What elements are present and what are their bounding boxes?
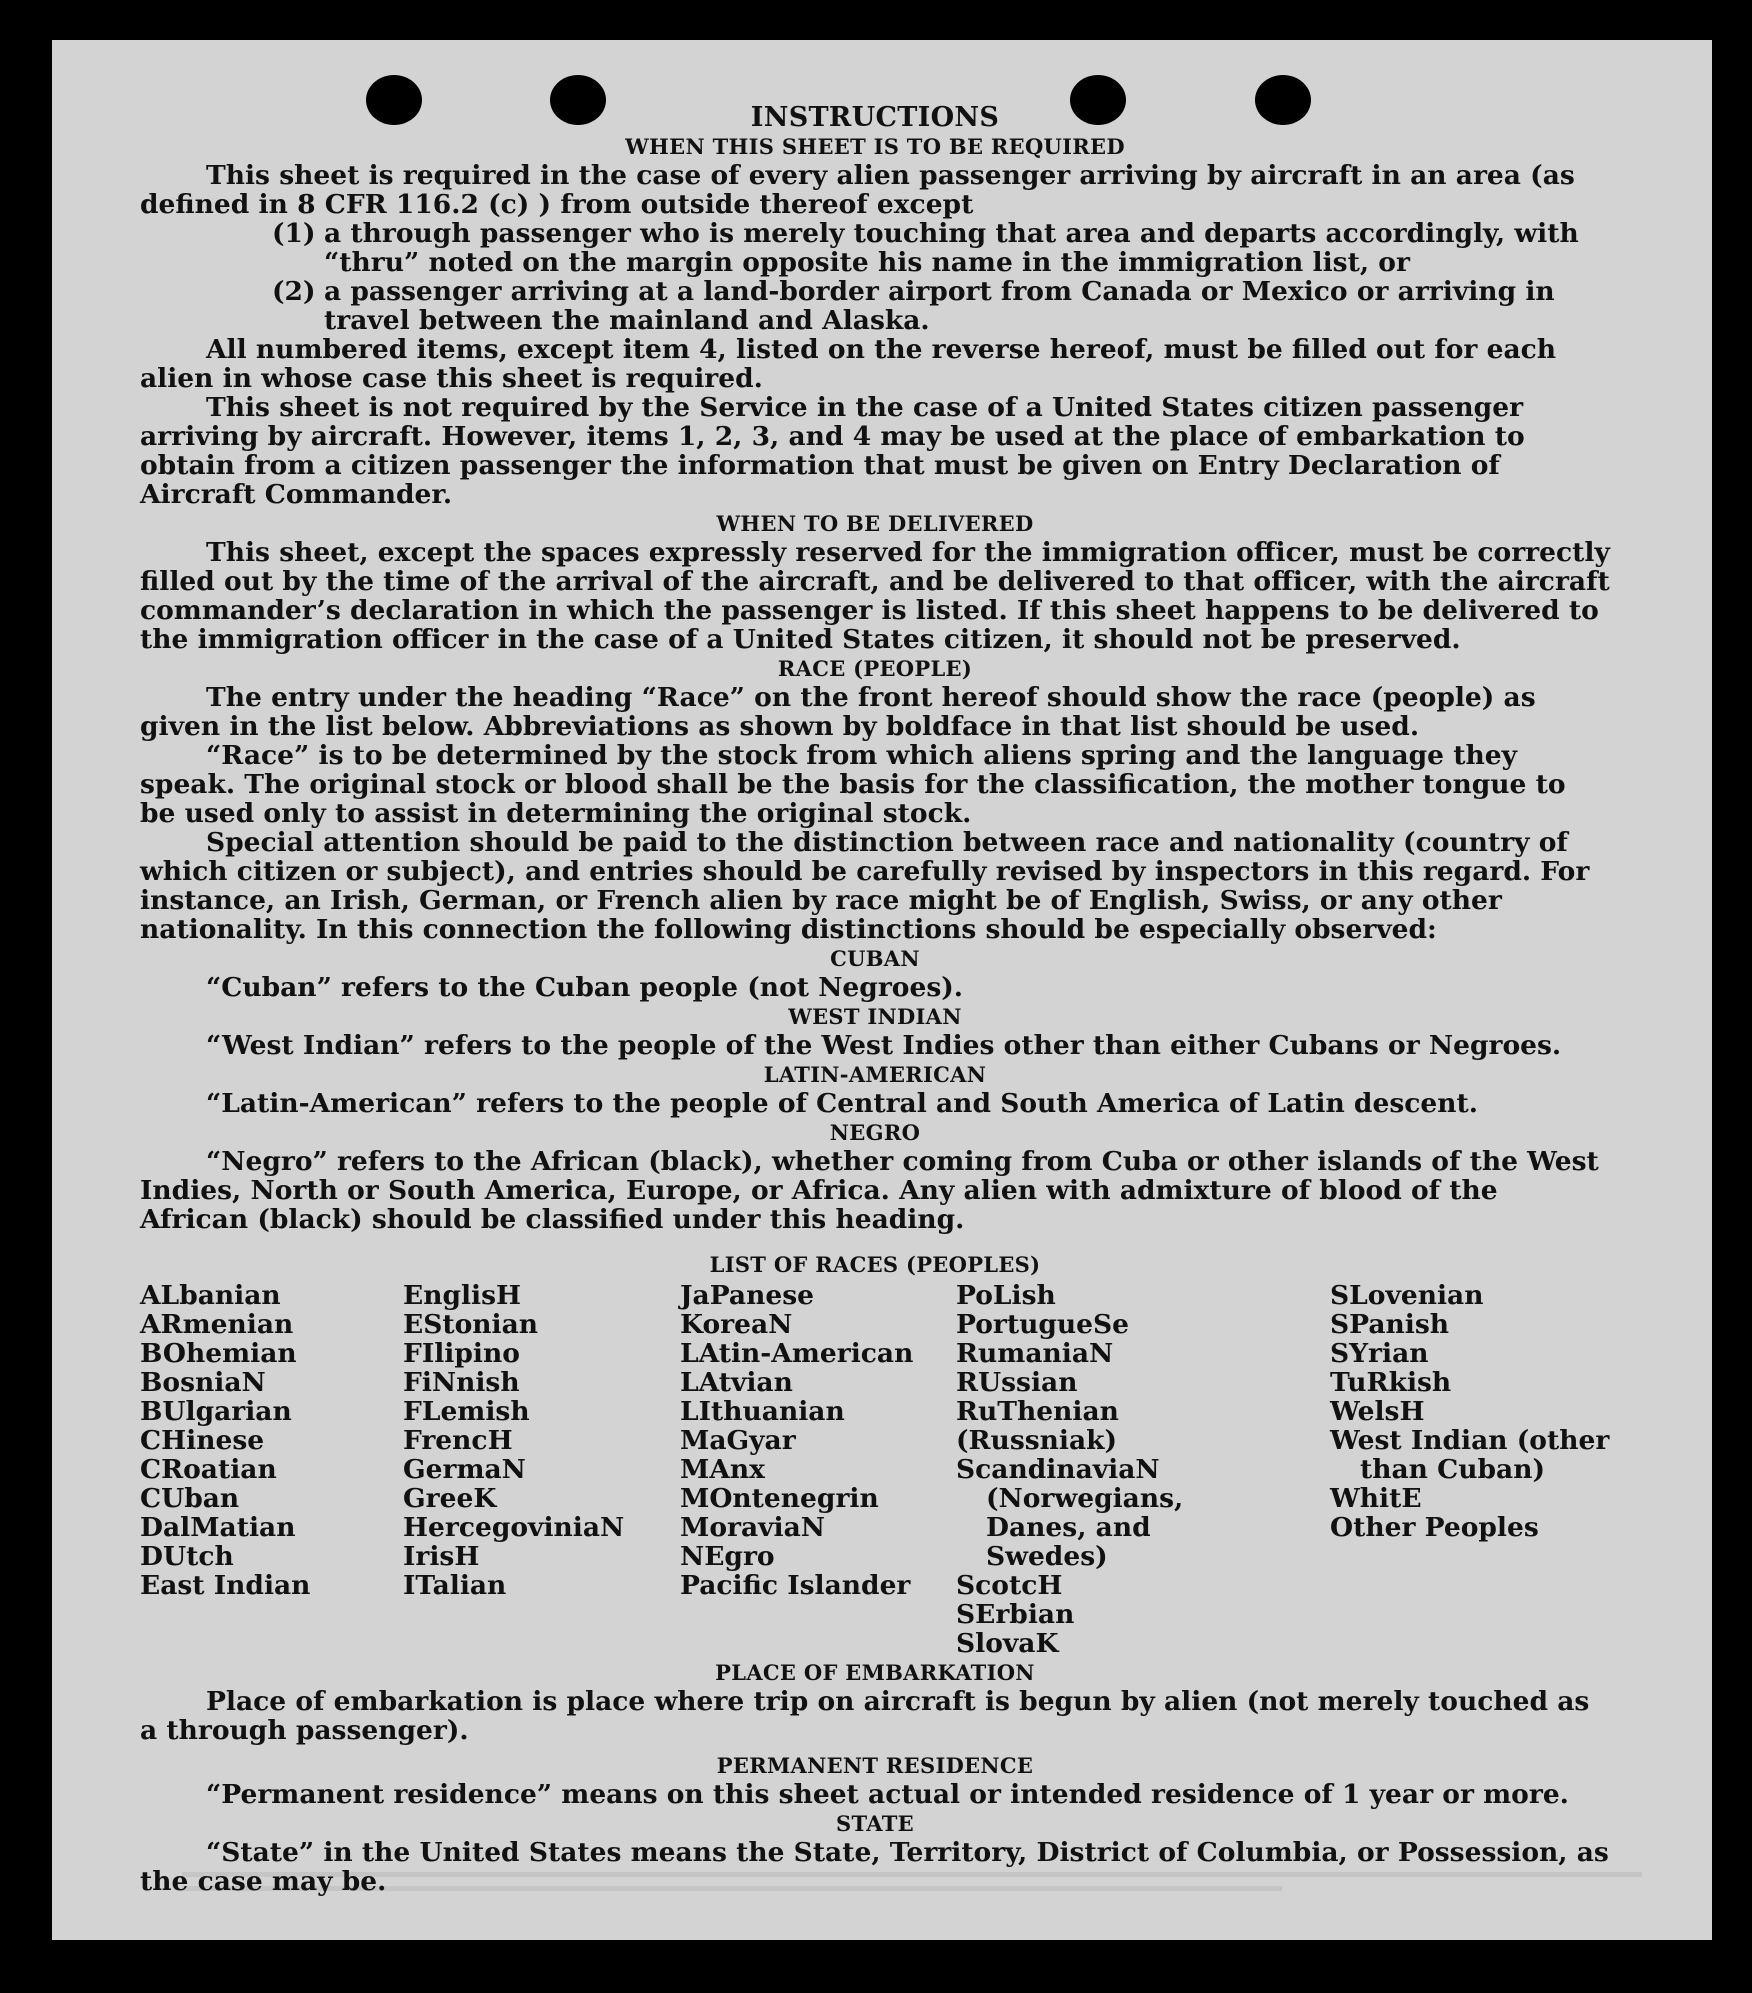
list-item <box>140 277 1610 335</box>
race-entry: CHinese <box>140 1425 265 1456</box>
race-entry: WelsH <box>1330 1396 1425 1427</box>
races-column <box>140 1281 403 1658</box>
race-entry: HercegoviniaN <box>403 1512 625 1543</box>
document-sheet <box>52 40 1712 1940</box>
races-column <box>1330 1281 1610 1658</box>
race-entry: SYrian <box>1330 1338 1429 1369</box>
paragraph: The entry under the heading “Race” on the front hereof should show the race (people) as given in the list below. Abbreviations as shown by boldface in that list should be used. <box>140 682 1536 742</box>
race-entry: PoLish <box>956 1280 1056 1311</box>
race-entry: RumaniaN <box>956 1338 1114 1369</box>
paragraph: All numbered items, except item 4, listed on the reverse hereof, must be filled out for each alien in whose case this sheet is required. <box>140 334 1557 394</box>
race-entry: GermaN <box>403 1454 526 1485</box>
item-text: a through passenger who is merely touching that area and departs accordingly, with “thru” noted on the margin opposite his name in the immigration list, or <box>324 218 1579 278</box>
item-number: (1) <box>272 218 316 249</box>
race-entry: FrencH <box>403 1425 513 1456</box>
race-entry: DalMatian <box>140 1512 296 1543</box>
race-entry: Other Peoples <box>1330 1512 1539 1543</box>
race-entry: WhitE <box>1330 1483 1422 1514</box>
races-column <box>403 1281 680 1658</box>
races-column <box>680 1281 956 1658</box>
paragraph: Special attention should be paid to the distinction between race and nationality (country of which citizen or subject), and entries should be carefully revised by inspectors in this regard. For instance, an Irish, German, or French alien by race might be of English, Swiss, or any other nationality. In this connection the following distinctions should be especially observed: <box>140 827 1590 945</box>
race-entry: SlovaK <box>956 1628 1059 1659</box>
heading-latin-american: LATIN-AMERICAN <box>763 1062 987 1087</box>
race-entry: RUssian <box>956 1367 1078 1398</box>
heading-when-required: WHEN THIS SHEET IS TO BE REQUIRED <box>625 134 1125 159</box>
race-entry: West Indian (other than Cuban) <box>1330 1425 1610 1485</box>
race-entry: BOhemian <box>140 1338 297 1369</box>
race-entry: DUtch <box>140 1541 234 1572</box>
item-text: a passenger arriving at a land-border airport from Canada or Mexico or arriving in travel between the mainland and Alaska. <box>324 276 1555 336</box>
race-entry: MOntenegrin <box>680 1483 879 1514</box>
heading-list-of-races: LIST OF RACES (PEOPLES) <box>709 1252 1041 1277</box>
paragraph: “Negro” refers to the African (black), whether coming from Cuba or other islands of the West Indies, North or South America, Europe, or Africa. Any alien with admixture of blood of the African (black) should be classified under this heading. <box>140 1146 1599 1235</box>
paragraph: This sheet, except the spaces expressly reserved for the immigration officer, must be correctly filled out by the time of the arrival of the aircraft, and be delivered to that officer, with the aircraft commander’s declaration in which the passenger is listed. If this sheet happens to be delivered to the immigration officer in the case of a United States citizen, it should not be preserved. <box>140 537 1610 655</box>
race-entry: FIlipino <box>403 1338 520 1369</box>
race-entry: FiNnish <box>403 1367 520 1398</box>
race-entry: CRoatian <box>140 1454 277 1485</box>
heading-negro: NEGRO <box>829 1120 921 1145</box>
race-entry: NEgro <box>680 1541 775 1572</box>
race-entry: Pacific Islander <box>680 1570 911 1601</box>
race-entry: SErbian <box>956 1599 1075 1630</box>
heading-race: RACE (PEOPLE) <box>777 656 973 681</box>
heading-west-indian: WEST INDIAN <box>788 1004 962 1029</box>
item-number: (2) <box>272 276 316 307</box>
race-entry: BosniaN <box>140 1367 266 1398</box>
race-entry: ALbanian <box>140 1280 281 1311</box>
race-entry: TuRkish <box>1330 1367 1452 1398</box>
race-entry: ScandinaviaN (Norwegians, Danes, and Swedes) <box>956 1454 1184 1572</box>
race-entry: KoreaN <box>680 1309 793 1340</box>
paragraph: “State” in the United States means the State, Territory, District of Columbia, or Possession, as the case may be. <box>140 1837 1609 1897</box>
race-entry: MaGyar <box>680 1425 796 1456</box>
heading-cuban: CUBAN <box>830 946 920 971</box>
races-column <box>956 1281 1278 1658</box>
paragraph: “West Indian” refers to the people of the West Indies other than either Cubans or Negroes. <box>206 1030 1562 1061</box>
race-entry: ITalian <box>403 1570 507 1601</box>
race-entry: EnglisH <box>403 1280 522 1311</box>
race-entry: RuThenian (Russniak) <box>956 1396 1119 1456</box>
instructions-content <box>140 103 1610 1896</box>
heading-place-of-embarkation: PLACE OF EMBARKATION <box>715 1660 1035 1685</box>
heading-when-delivered: WHEN TO BE DELIVERED <box>716 511 1034 536</box>
race-entry: PortugueSe <box>956 1309 1130 1340</box>
race-entry: CUban <box>140 1483 240 1514</box>
race-entry: SPanish <box>1330 1309 1450 1340</box>
race-entry: SLovenian <box>1330 1280 1484 1311</box>
paragraph: “Race” is to be determined by the stock from which aliens spring and the language they speak. The original stock or blood shall be the basis for the classification, the mother tongue to be used only to assist in determining the original stock. <box>140 740 1566 829</box>
race-entry: ARmenian <box>140 1309 294 1340</box>
race-entry: BUlgarian <box>140 1396 292 1427</box>
race-entry: EStonian <box>403 1309 539 1340</box>
paragraph: “Permanent residence” means on this sheet actual or intended residence of 1 year or more. <box>206 1779 1569 1810</box>
paragraph: Place of embarkation is place where trip on aircraft is begun by alien (not merely touched as a through passenger). <box>140 1686 1590 1746</box>
race-entry: FLemish <box>403 1396 530 1427</box>
paragraph: “Latin-American” refers to the people of Central and South America of Latin descent. <box>206 1088 1478 1119</box>
race-entry: East Indian <box>140 1570 311 1601</box>
heading-state: STATE <box>836 1811 914 1836</box>
race-entry: LIthuanian <box>680 1396 845 1427</box>
paragraph: “Cuban” refers to the Cuban people (not Negroes). <box>206 972 963 1003</box>
race-entry: LAtvian <box>680 1367 793 1398</box>
race-entry: ScotcH <box>956 1570 1063 1601</box>
paragraph: This sheet is required in the case of every alien passenger arriving by aircraft in an area (as defined in 8 CFR 116.2 (c) ) from outside thereof except <box>140 160 1575 220</box>
race-entry: IrisH <box>403 1541 480 1572</box>
heading-permanent-residence: PERMANENT RESIDENCE <box>716 1753 1034 1778</box>
list-item <box>140 219 1610 277</box>
paragraph: This sheet is not required by the Service in the case of a United States citizen passenger arriving by aircraft. However, items 1, 2, 3, and 4 may be used at the place of embarkation to obtain from a citizen passenger the information that must be given on Entry Declaration of Aircraft Commander. <box>140 392 1525 510</box>
race-entry: LAtin-American <box>680 1338 914 1369</box>
race-entry: GreeK <box>403 1483 497 1514</box>
race-entry: MoraviaN <box>680 1512 825 1543</box>
races-table <box>140 1281 1610 1658</box>
race-entry: JaPanese <box>680 1280 815 1311</box>
page-title: INSTRUCTIONS <box>750 102 1000 133</box>
race-entry: MAnx <box>680 1454 765 1485</box>
